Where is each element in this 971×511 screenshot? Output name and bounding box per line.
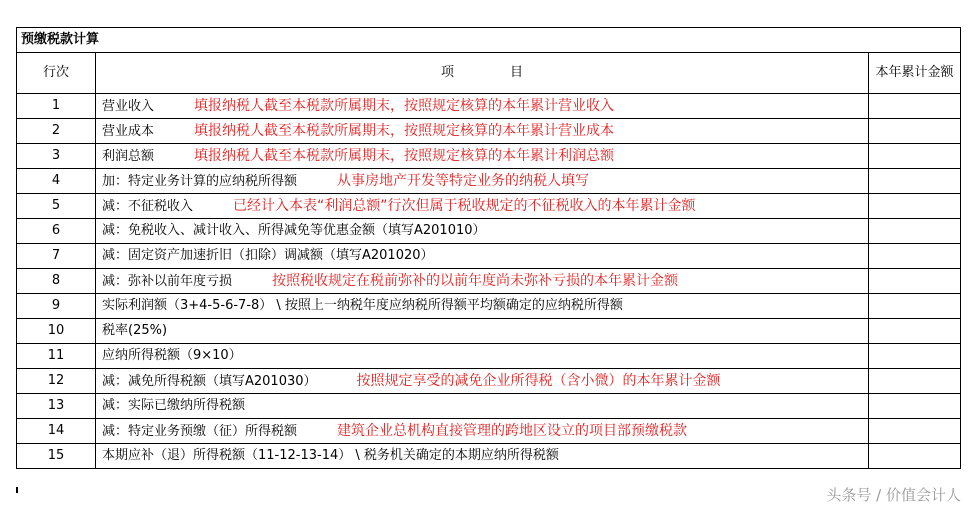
header-row-no: 行次 — [17, 53, 96, 94]
row-amount[interactable] — [869, 219, 961, 244]
row-item-text: 减：弥补以前年度亏损 — [102, 273, 233, 289]
row-amount[interactable] — [869, 269, 961, 294]
row-annotation: 按照税收规定在税前弥补的以前年度尚未弥补亏损的本年累计金额 — [272, 272, 679, 289]
row-item — [96, 369, 869, 394]
row-item — [96, 344, 869, 369]
table-row — [17, 169, 961, 194]
sheet-edge-mark — [16, 487, 18, 493]
header-amount: 本年累计金额 — [869, 53, 961, 94]
row-amount[interactable] — [869, 169, 961, 194]
row-number: 15 — [17, 444, 96, 469]
table-row — [17, 269, 961, 294]
table-row — [17, 344, 961, 369]
row-annotation: 填报纳税人截至本税款所属期末，按照规定核算的本年累计利润总额 — [194, 147, 615, 164]
row-amount[interactable] — [869, 319, 961, 344]
row-amount[interactable] — [869, 244, 961, 269]
header-row — [17, 53, 961, 94]
row-item — [96, 294, 869, 319]
row-item — [96, 94, 869, 119]
row-annotation: 填报纳税人截至本税款所属期末，按照规定核算的本年累计营业成本 — [194, 122, 615, 139]
row-item-text: 税率(25%) — [102, 323, 168, 338]
row-item-text: 营业成本 — [102, 123, 155, 139]
table-row — [17, 369, 961, 394]
header-item — [96, 53, 869, 94]
header-item-a: 项 — [440, 65, 454, 80]
row-amount[interactable] — [869, 294, 961, 319]
table-row — [17, 144, 961, 169]
table-row — [17, 119, 961, 144]
row-amount[interactable] — [869, 194, 961, 219]
row-amount[interactable] — [869, 119, 961, 144]
row-item — [96, 119, 869, 144]
row-item — [96, 169, 869, 194]
table-row — [17, 419, 961, 444]
row-number: 6 — [17, 219, 96, 244]
row-amount[interactable] — [869, 144, 961, 169]
table-body — [17, 94, 961, 469]
row-item-text: 减：减免所得税额（填写A201030） — [102, 373, 317, 389]
row-number: 11 — [17, 344, 96, 369]
table-row — [17, 319, 961, 344]
table-row — [17, 294, 961, 319]
row-number: 3 — [17, 144, 96, 169]
row-item — [96, 419, 869, 444]
row-annotation: 按照规定享受的减免企业所得税（含小微）的本年累计金额 — [356, 372, 721, 389]
row-number: 9 — [17, 294, 96, 319]
prepaid-tax-sheet — [16, 27, 960, 469]
row-annotation: 填报纳税人截至本税款所属期末，按照规定核算的本年累计营业收入 — [194, 97, 615, 114]
row-number: 7 — [17, 244, 96, 269]
row-item-text: 减：不征税收入 — [102, 198, 194, 214]
prepaid-tax-table — [16, 27, 961, 469]
row-number: 2 — [17, 119, 96, 144]
row-item — [96, 194, 869, 219]
row-item — [96, 244, 869, 269]
row-item — [96, 319, 869, 344]
row-number: 10 — [17, 319, 96, 344]
row-item-text: 利润总额 — [102, 148, 155, 164]
row-amount[interactable] — [869, 444, 961, 469]
row-item-text: 加：特定业务计算的应纳税所得额 — [102, 173, 298, 189]
row-amount[interactable] — [869, 369, 961, 394]
row-number: 13 — [17, 394, 96, 419]
row-number: 4 — [17, 169, 96, 194]
row-number: 1 — [17, 94, 96, 119]
row-item-text: 应纳所得税额（9×10） — [102, 348, 242, 363]
table-row — [17, 194, 961, 219]
row-item-text: 减：固定资产加速折旧（扣除）调减额（填写A201020） — [102, 248, 434, 263]
row-item — [96, 144, 869, 169]
row-amount[interactable] — [869, 344, 961, 369]
title-row — [17, 28, 961, 53]
table-row — [17, 219, 961, 244]
row-item — [96, 394, 869, 419]
row-item — [96, 444, 869, 469]
row-amount[interactable] — [869, 419, 961, 444]
row-amount[interactable] — [869, 394, 961, 419]
row-number: 5 — [17, 194, 96, 219]
watermark: 头条号 / 价值会计人 — [826, 486, 961, 504]
row-number: 8 — [17, 269, 96, 294]
sheet-title: 预缴税款计算 — [17, 28, 961, 53]
row-number: 14 — [17, 419, 96, 444]
row-item-text: 减：特定业务预缴（征）所得税额 — [102, 423, 298, 439]
row-amount[interactable] — [869, 94, 961, 119]
row-item-text: 实际利润额（3+4-5-6-7-8） \ 按照上一纳税年度应纳税所得额平均额确定的应纳税所得额 — [102, 298, 623, 313]
row-item-text: 本期应补（退）所得税额（11-12-13-14） \ 税务机关确定的本期应纳所得税额 — [102, 448, 559, 463]
row-item-text: 减：实际已缴纳所得税额 — [102, 398, 246, 413]
table-row — [17, 94, 961, 119]
row-annotation: 建筑企业总机构直接管理的跨地区设立的项目部预缴税款 — [337, 422, 688, 439]
table-row — [17, 444, 961, 469]
table-row — [17, 394, 961, 419]
header-item-b: 目 — [510, 65, 524, 80]
row-number: 12 — [17, 369, 96, 394]
row-item-text: 营业收入 — [102, 98, 155, 114]
row-item-text: 减：免税收入、减计收入、所得减免等优惠金额（填写A201010） — [102, 223, 486, 238]
row-annotation: 从事房地产开发等特定业务的纳税人填写 — [337, 172, 590, 189]
row-annotation: 已经计入本表“利润总额”行次但属于税收规定的不征税收入的本年累计金额 — [233, 197, 696, 214]
row-item — [96, 219, 869, 244]
row-item — [96, 269, 869, 294]
table-row — [17, 244, 961, 269]
